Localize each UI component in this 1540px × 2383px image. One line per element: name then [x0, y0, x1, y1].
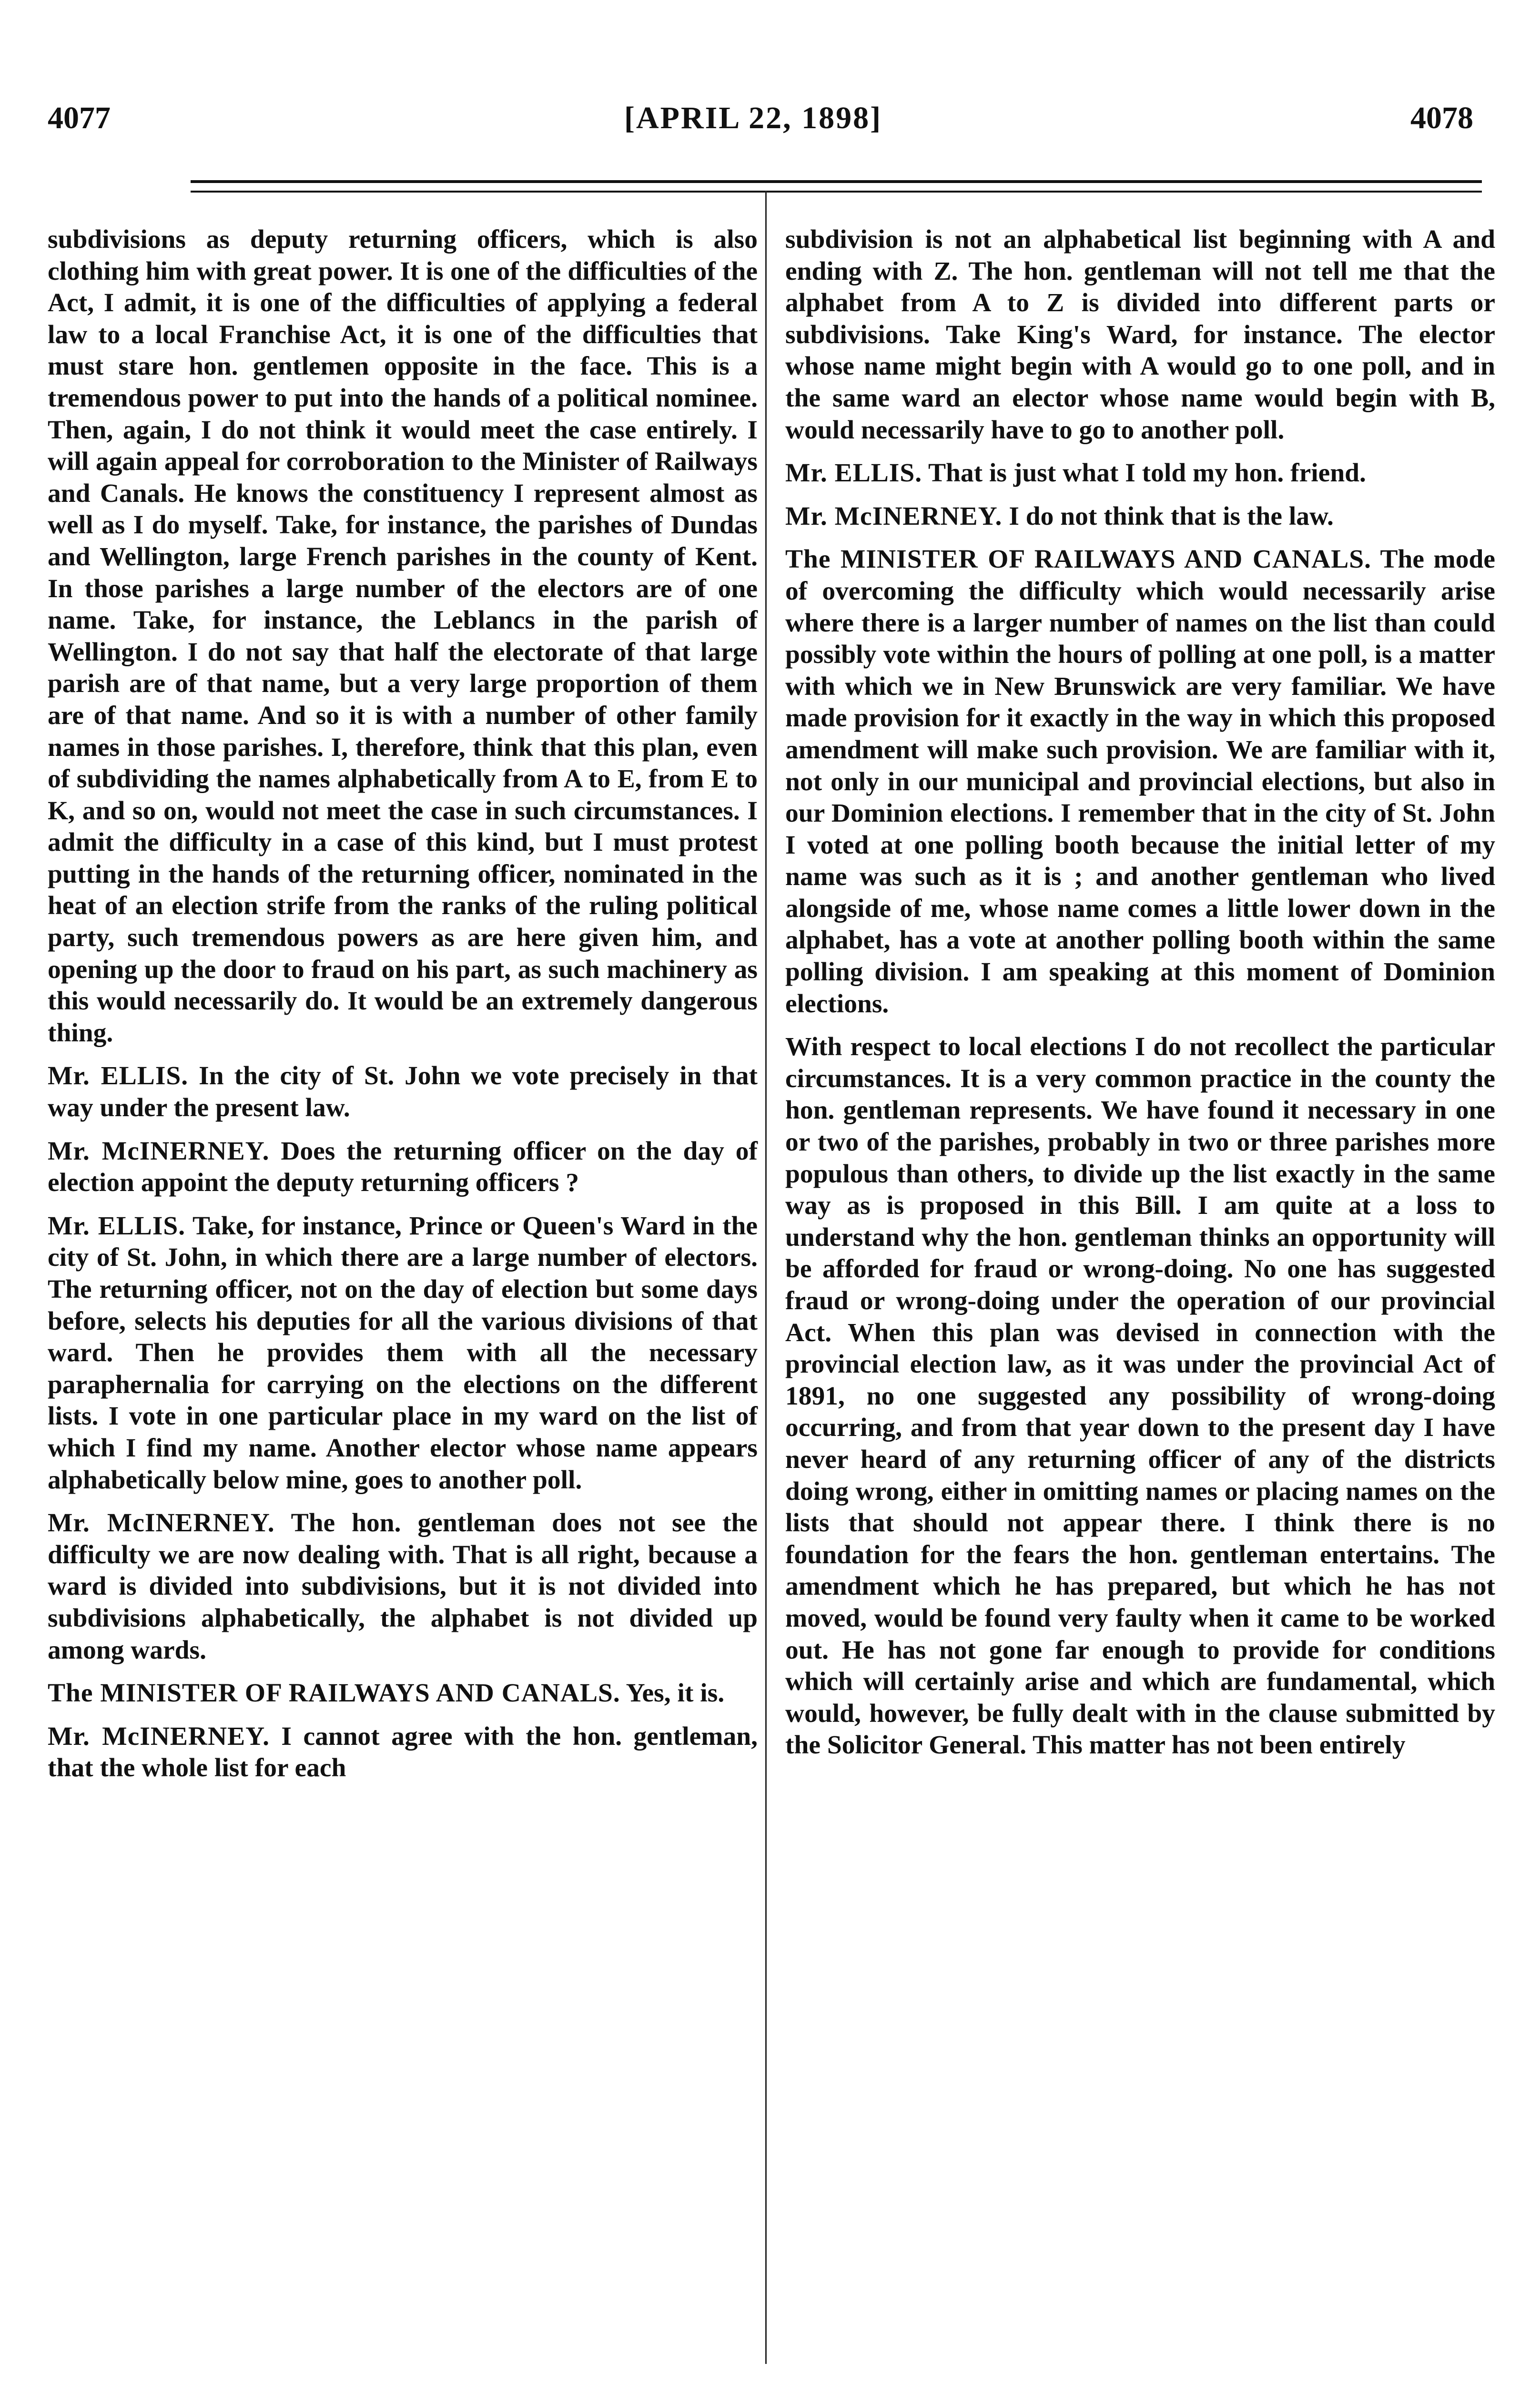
paragraph	[48, 1211, 758, 1496]
speaker-name: Mr. ELLIS.	[48, 1061, 189, 1091]
speaker-name: Mr. ELLIS.	[785, 458, 922, 488]
paragraph-text: Does the returning officer on the day of election appoint the deputy returning officers ?	[48, 1136, 758, 1198]
page-date-header: [APRIL 22, 1898]	[624, 101, 882, 135]
paragraph-text: The mode of overcoming the difficulty which would necessarily arise where there is a larger number of names on the list than could possibly vote within the hours of polling at one poll, is a matter with which we in New Brunswick are very familiar. We have made provision for it exactly in the way in which this proposed amendment will make such provision. We are familiar with it, not only in our municipal and provincial elections, but also in our Dominion elections. I remember that in the city of St. John I voted at one polling booth because the initial letter of my name was such as it is ; and another gentleman who lived alongside of me, whose name comes a little lower down in the alphabet, has a vote at another polling booth within the same polling division. I am speaking at this moment of Dominion elections.	[785, 545, 1495, 1018]
speaker-name: The MINISTER OF RAILWAYS AND CANALS.	[48, 1679, 620, 1708]
header-rule-thick	[191, 180, 1482, 183]
paragraph-text: I do not think that is the law.	[1009, 501, 1334, 531]
paragraph-text: Yes, it is.	[626, 1679, 725, 1708]
paragraph	[48, 1136, 758, 1199]
speaker-name: The MINISTER OF RAILWAYS AND CANALS.	[785, 545, 1371, 574]
paragraph	[785, 544, 1495, 1020]
paragraph-text: subdivisions as deputy returning officers, which is also clothing him with great power. It is one of the difficulties of the Act, I admit, it is one of the difficulties of applying a federal law to a local Franchise Act, it is one of the difficulties that must stare hon. gentlemen opposite in the face. This is a tremendous power to put into the hands of a political nominee. Then, again, I do not think it would meet the case entirely. I will again appeal for corroboration to the Minister of Railways and Canals. He knows the constituency I represent almost as well as I do myself. Take, for instance, the parishes of Dundas and Wellington, large French parishes in the county of Kent. In those parishes a large number of the electors are of one name. Take, for instance, the Leblancs in the parish of Wellington. I do not say that half the electorate of that large parish are of that name, but a very large proportion of them are of that name. And so it is with a number of other family names in those parishes. I, therefore, think that this plan, even of subdividing the names alphabetically from A to E, from E to K, and so on, would not meet the case in such circumstances. I admit the difficulty in a case of this kind, but I must protest putting in the hands of the returning officer, nominated in the heat of an election strife from the ranks of the ruling political party, such tremendous powers as are here given him, and opening up the door to fraud on his part, as such machinery as this would necessarily do. It would be an extremely dangerous thing.	[48, 225, 758, 1048]
paragraph	[785, 501, 1495, 533]
paragraph	[48, 224, 758, 1049]
page-number-left: 4077	[48, 101, 111, 135]
speaker-name: Mr. McINERNEY.	[785, 501, 1003, 531]
page-number-right: 4078	[1410, 101, 1473, 135]
paragraph-text: I cannot agree with the hon. gentleman, that the whole list for each	[48, 1721, 758, 1783]
speaker-name: Mr. McINERNEY.	[48, 1508, 275, 1538]
right-column	[785, 224, 1495, 1773]
paragraph-text: The hon. gentleman does not see the difficulty we are now dealing with. That is all right, because a ward is divided into subdivisions, but it is not divided into subdivisions alphabetically, the alphabet is not divided up among wards.	[48, 1508, 758, 1665]
paragraph	[48, 1678, 758, 1710]
paragraph	[785, 458, 1495, 489]
paragraph	[48, 1507, 758, 1666]
paragraph-text: Take, for instance, Prince or Queen's Ward in the city of St. John, in which there are a large number of electors. The returning officer, not on the day of election but some days before, selects his deputies for all the various divisions of that ward. Then he provides them with all the necessary paraphernalia for carrying on the elections on the different lists. I vote in one particular place in my ward on the list of which I find my name. Another elector whose name appears alphabetically below mine, goes to another poll.	[48, 1211, 758, 1495]
paragraph-text: In the city of St. John we vote precisely in that way under the present law.	[48, 1061, 758, 1123]
left-column	[48, 224, 758, 1796]
speaker-name: Mr. McINERNEY.	[48, 1136, 270, 1166]
paragraph-text: That is just what I told my hon. friend.	[928, 458, 1366, 488]
paragraph	[48, 1060, 758, 1124]
paragraph	[48, 1721, 758, 1784]
paragraph	[785, 1031, 1495, 1762]
paragraph-text: subdivision is not an alphabetical list beginning with A and ending with Z. The hon. gentleman will not tell me that the alphabet from A to Z is divided into different parts or subdivisions. Take King's Ward, for instance. The elector whose name might begin with A would go to one poll, and in the same ward an elector whose name would begin with B, would necessarily have to go to another poll.	[785, 225, 1495, 445]
column-divider	[765, 191, 767, 2364]
paragraph	[785, 224, 1495, 446]
speaker-name: Mr. ELLIS.	[48, 1211, 186, 1241]
header-rule-thin	[191, 191, 1482, 193]
paragraph-text: With respect to local elections I do not recollect the particular circumstances. It is a very common practice in the county the hon. gentleman represents. We have found it necessary in one or two of the parishes, probably in two or three parishes more populous than others, to divide up the list exactly in the same way as is proposed in this Bill. I am quite at a loss to understand why the hon. gentleman thinks an opportunity will be afforded for fraud or wrong-doing. No one has suggested fraud or wrong-doing under the operation of our provincial Act. When this plan was devised in connection with the provincial election law, as it was under the provincial Act of 1891, no one suggested any possibility of wrong-doing occurring, and from that year down to the present day I have never heard of any returning officer of any of the districts doing wrong, either in omitting names or placing names on the lists that should not appear there. I think there is no foundation for the fears the hon. gentleman entertains. The amendment which he has prepared, but which he has not moved, would be found very faulty when it came to be worked out. He has not gone far enough to provide for conditions which will certainly arise and which are fundamental, which would, however, be fully dealt with in the clause submitted by the Solicitor General. This matter has not been entirely	[785, 1032, 1495, 1760]
speaker-name: Mr. McINERNEY.	[48, 1721, 270, 1751]
